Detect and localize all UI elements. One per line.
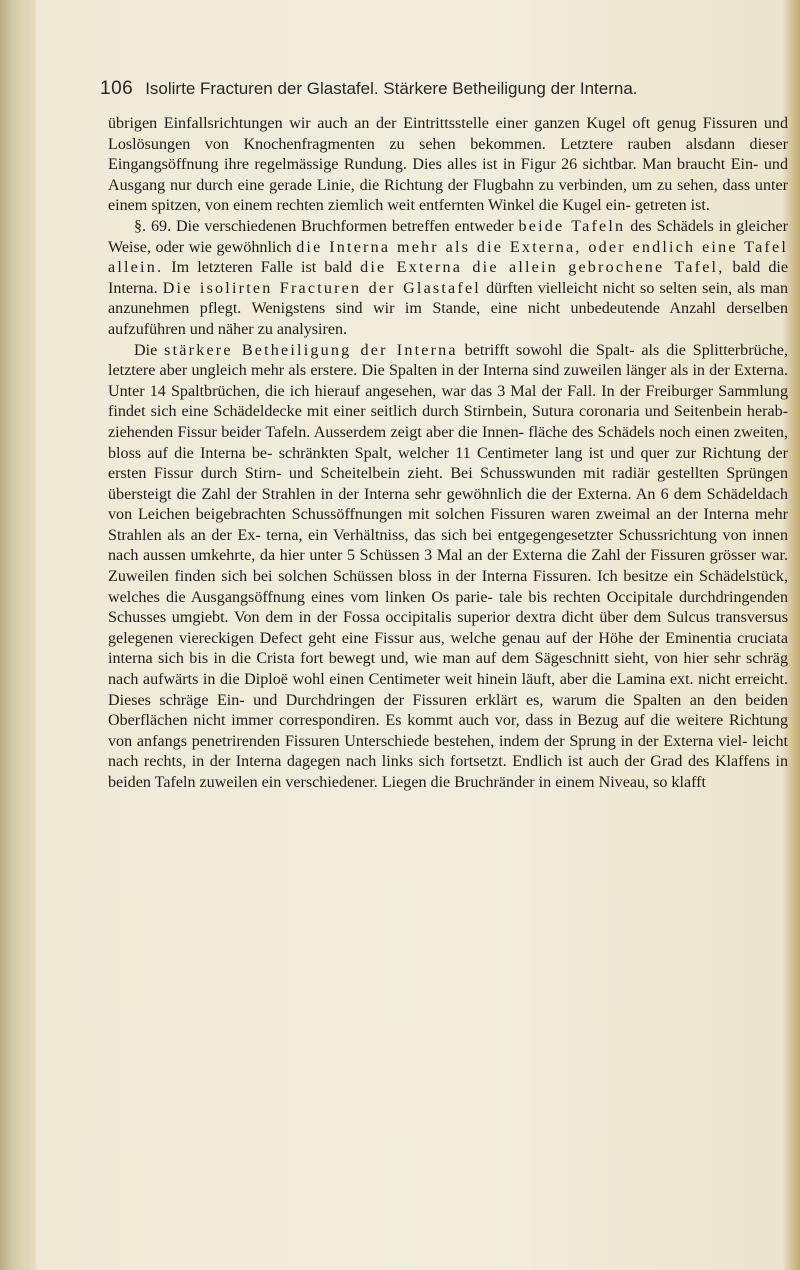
page-number: 106 (100, 78, 134, 99)
running-title: Isolirte Fracturen der Glastafel. Stärkere Betheiligung der Interna. (145, 79, 638, 98)
spaced-emphasis: die Externa die allein gebrochene Tafel, (360, 259, 725, 277)
paragraph-2-part: Im letzteren Falle ist bald (163, 259, 361, 277)
paragraph-3-part: Die (134, 341, 165, 359)
spaced-emphasis: beide Tafeln (518, 217, 626, 235)
paragraph-2 (108, 217, 788, 341)
paragraph-2-part: §. 69. Die verschiedenen Bruchformen betreffen entweder (134, 217, 519, 235)
paragraph-3-part: betrifft sowohl die Spalt- als die Splitterbrüche, letztere aber ungleich mehr als erstere. Die Spalten in der Interna sind zuweilen länger als in der Externa. Unter 14 Spaltbrüchen, die ich hierauf angesehen, war das 3 Mal der Fall. In der Freiburger Sammlung findet sich eine Schädeldecke mit einer seitlich durch Stirnbein, Sutura coronaria und Seitenbein herab- ziehenden Fissur beider Tafeln. Ausserdem zeigt aber die Innen- fläche des Schädels noch einen zweiten, bloss auf die Interna be- schränkten Spalt, welcher 11 Centimeter lang ist und quer zur Richtung der ersten Fissur durch Stirn- und Scheitelbein zieht. Bei Schusswunden mit radiär gestellten Sprüngen übersteigt die Zahl der Strahlen in der Interna sehr gewöhnlich die der Externa. An 6 dem Schädeldach von Leichen beigebrachten Schussöffnungen mit solchen Fissuren waren zweimal an der Interna mehr Strahlen als an der Ex- terna, ein Verhältniss, das sich bei entgegengesetzter Schussrichtung von innen nach aussen umkehrte, da hier unter 5 Schüssen 3 Mal an der Externa die Zahl der Fissuren grösser war. Zuweilen finden sich bei solchen Schüssen bloss in der Interna Fissuren. Ich besitze ein Schädelstück, welches die Ausgangsöffnung eines vom linken Os parie- tale bis rechten Occipitale durchdringenden Schusses umgiebt. Von dem in der Fossa occipitalis superior dextra dicht über dem Sulcus transversus gelegenen viereckigen Defect geht eine Fissur aus, welche genau auf der Höhe der Eminentia cruciata interna sich bis in die Crista fort bewegt und, wie man auf dem Sägeschnitt sieht, von hier sehr schräg nach aufwärts in die Diploë wohl einen Centimeter weit hinein läuft, aber die Lamina ext. nicht erreicht. Dieses schräge Ein- und Durchdringen der Fissuren erklärt es, warum die Spalten an den beiden Oberflächen nicht immer correspondiren. Es kommt auch vor, dass in Bezug auf die weitere Richtung von anfangs penetrirenden Fissuren Unterschiede bestehen, indem der Sprung in der Externa viel- leicht nach rechts, in der Interna dagegen nach links sich fortsetzt. Endlich ist auch der Grad des Klaffens in beiden Tafeln zuweilen ein verschiedener. Liegen die Bruchränder in einem Niveau, so klafft (108, 341, 788, 791)
paragraph-2-part: des Schädels in gleicher Weise, oder wie gewöhnlich (108, 217, 788, 256)
page-gutter-shadow (0, 0, 36, 1270)
spaced-emphasis: die Interna mehr als die Externa, oder endlich eine Tafel allein. (108, 238, 788, 277)
paragraph-2-part: bald die Interna. (108, 259, 788, 297)
paragraph-2-part: dürften vielleicht nicht so selten sein, als man anzunehmen pflegt. Wenigstens sind wir im Stande, eine nicht unbedeutende Anzahl derselben aufzuführen und näher zu analysiren. (108, 279, 788, 338)
spaced-emphasis: Die isolirten Fracturen der Glastafel (162, 279, 481, 297)
paragraph-3 (108, 341, 788, 794)
body-text (108, 114, 788, 794)
spaced-emphasis: stärkere Betheiligung der Interna (164, 341, 458, 359)
paragraph-1: übrigen Einfallsrichtungen wir auch an der Eintrittsstelle einer ganzen Kugel oft genug Fissuren und Loslösungen von Knochenfragmenten zu sehen bekommen. Letztere rauben alsdann dieser Eingangsöffnung ihre regelmässige Rundung. Dies alles ist in Figur 26 sichtbar. Man braucht Ein- und Ausgang nur durch eine gerade Linie, die Richtung der Flugbahn zu verbinden, um zu sehen, dass unter einem spitzen, von einem rechten ziemlich weit entfernten Winkel die Kugel ein- getreten ist. (108, 115, 788, 215)
running-header (100, 78, 720, 100)
